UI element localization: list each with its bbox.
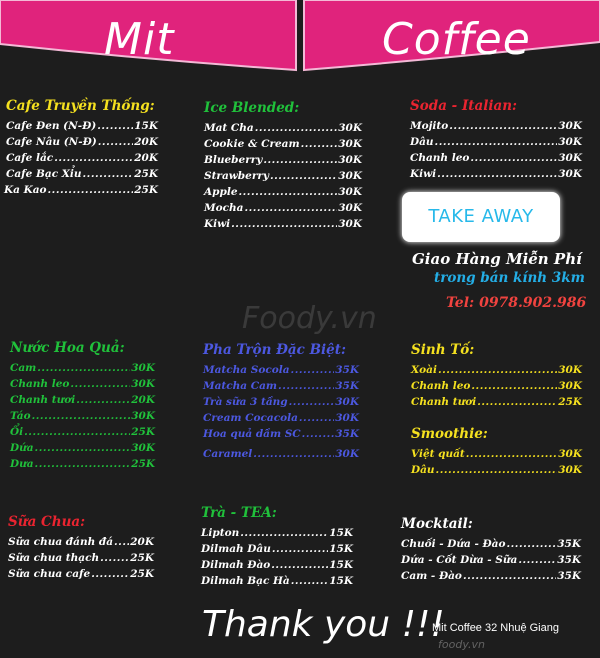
menu-item [8,550,154,566]
item-name: Mat Cha [204,122,254,134]
item-price: 30K [338,122,362,134]
item-price: 30K [558,136,582,148]
item-price: 30K [558,448,582,460]
menu-item [10,360,155,376]
item-name: Chanh leo [411,380,471,392]
section-title: Nước Hoa Quả: [10,340,125,356]
take-away-box [402,192,560,242]
menu-item [201,525,353,541]
item-name: Lipton [201,527,240,539]
item-list [410,118,582,182]
item-name: Sữa chua cafe [8,568,91,580]
section-title: Cafe Truyền Thống: [6,98,155,114]
menu-item [4,182,158,198]
menu-item [6,166,158,182]
item-name: Chanh leo [410,152,470,164]
item-list [204,120,362,232]
menu-item [10,424,155,440]
item-name: Chuối - Dứa - Đào [401,538,506,550]
menu-item [8,566,154,582]
item-price: 35K [335,380,359,392]
menu-item [401,568,581,584]
item-name: Matcha Socola [203,364,290,376]
item-name: Cafe Nâu (N-Đ) [6,136,97,148]
item-name: Matcha Cam [203,380,278,392]
section-title: Ice Blended: [204,100,300,116]
item-list [203,362,359,462]
item-name: Mocha [204,202,244,214]
menu-item [203,394,359,410]
item-name: Dilmah Đào [201,559,271,571]
section-title: Soda - Italian: [410,98,518,114]
item-price: 15K [329,559,353,571]
menu-item [204,136,362,152]
item-name: Dâu [410,136,434,148]
menu-item [410,134,582,150]
menu-item [6,150,158,166]
item-price: 30K [338,154,362,166]
section-ice-blended [204,100,362,232]
item-price: 20K [134,152,158,164]
item-price: 30K [131,378,155,390]
item-name: Blueberry [204,154,263,166]
item-name: Dilmah Dâu [201,543,271,555]
menu-item [10,440,155,456]
take-away-label: TAKE AWAY [428,206,534,227]
item-name: Chanh leo [10,378,70,390]
item-name: Dilmah Bạc Hà [201,575,290,587]
menu-item [411,362,582,378]
item-name: Dưa [10,458,34,470]
item-price: 20K [130,536,154,548]
menu-item [201,573,353,589]
item-price: 15K [329,543,353,555]
menu-item [204,120,362,136]
free-delivery-text: Giao Hàng Miễn Phí [412,250,582,268]
item-list [10,360,155,472]
section-sua-chua [8,514,154,582]
section-title: Trà - TEA: [201,505,277,521]
menu-item [411,462,582,478]
item-list [411,446,582,478]
menu-item [10,376,155,392]
section-smoothie [411,426,582,478]
section-title: Mocktail: [401,516,473,532]
item-price: 30K [131,410,155,422]
foody-watermark: Foody.vn [242,301,377,336]
item-price: 15K [329,527,353,539]
item-name: Sữa chua thạch [8,552,100,564]
item-price: 30K [338,138,362,150]
menu-item [410,118,582,134]
item-price: 30K [338,170,362,182]
item-price: 30K [335,412,359,424]
section-title: Pha Trộn Đặc Biệt: [203,342,346,358]
menu-item [10,408,155,424]
item-price: 30K [338,186,362,198]
item-price: 30K [338,218,362,230]
item-name: Táo [10,410,31,422]
menu-item [204,216,362,232]
item-name: Kiwi [410,168,437,180]
item-name: Việt quất [411,448,465,460]
item-price: 30K [335,448,359,460]
item-name: Chanh tươi [411,396,477,408]
item-name: Cookie & Cream [204,138,300,150]
menu-item [201,541,353,557]
menu-item [204,168,362,184]
section-title: Smoothie: [411,426,488,442]
item-name: Cam [10,362,37,374]
item-name: Cafe lắc [6,152,54,164]
item-name: Ổi [10,426,24,438]
menu-item [203,362,359,378]
menu-item [203,410,359,426]
menu-item [10,456,155,472]
item-name: Trà sữa 3 tầng [203,396,288,408]
item-price: 20K [134,136,158,148]
brand-title-right: Coffee [382,14,531,65]
item-price: 15K [134,120,158,132]
menu-item [8,534,154,550]
menu-item [410,166,582,182]
item-list [8,534,154,582]
item-price: 30K [558,380,582,392]
item-price: 25K [130,568,154,580]
item-price: 35K [557,570,581,582]
shop-caption: Mit Coffee 32 Nhuệ Giang [432,622,559,634]
item-price: 30K [558,364,582,376]
item-price: 30K [335,396,359,408]
menu-item [401,552,581,568]
item-name: Chanh tươi [10,394,76,406]
item-list [6,118,158,198]
thank-you-text: Thank you !!! [202,604,445,645]
section-soda [410,98,582,182]
delivery-radius-text: trong bán kính 3km [434,270,585,286]
section-tra [201,505,353,589]
item-name: Cream Cocacola [203,412,298,424]
item-price: 30K [131,442,155,454]
menu-item [6,118,158,134]
menu-item [411,394,582,410]
item-price: 35K [557,538,581,550]
menu-item [401,536,581,552]
item-name: Cafe Bạc Xỉu [6,168,82,180]
item-price: 35K [335,364,359,376]
section-cafe [6,98,158,198]
item-price: 30K [558,464,582,476]
item-price: 25K [131,426,155,438]
item-price: 35K [557,554,581,566]
menu-item [203,446,359,462]
item-list [411,362,582,410]
brand-title-left: Mit [104,14,175,65]
item-name: Cam - Đào [401,570,462,582]
section-sinh-to [411,342,582,410]
item-name: Strawberry [204,170,269,182]
item-price: 30K [131,362,155,374]
menu-item [10,392,155,408]
item-name: Xoài [411,364,437,376]
section-title: Sữa Chua: [8,514,86,530]
item-name: Hoa quả dầm SC [203,428,301,440]
item-name: Kiwi [204,218,231,230]
item-price: 30K [558,120,582,132]
item-name: Dâu [411,464,435,476]
section-mocktail [401,516,581,584]
section-nuoc-hoa-qua [10,340,155,472]
menu-item [204,184,362,200]
item-name: Mojito [410,120,449,132]
item-name: Ka Kao [4,184,47,196]
menu-item [410,150,582,166]
menu-item [204,200,362,216]
item-name: Cafe Đen (N-Đ) [6,120,97,132]
item-price: 30K [338,202,362,214]
menu-item [203,378,359,394]
menu-item [204,152,362,168]
item-name: Sữa chua đánh đá [8,536,114,548]
item-name: Dứa - Cốt Dừa - Sữa [401,554,518,566]
menu-item [201,557,353,573]
item-price: 20K [131,394,155,406]
item-price: 25K [558,396,582,408]
item-price: 25K [134,184,158,196]
item-name: Dứa [10,442,34,454]
phone-number: Tel: 0978.902.986 [446,295,587,311]
item-price: 25K [130,552,154,564]
item-price: 35K [335,428,359,440]
item-price: 30K [558,152,582,164]
item-price: 25K [131,458,155,470]
item-list [201,525,353,589]
item-price: 25K [134,168,158,180]
item-price: 30K [558,168,582,180]
item-list [401,536,581,584]
item-price: 15K [329,575,353,587]
section-pha-tron [203,342,359,462]
item-name: Apple [204,186,238,198]
menu-item [6,134,158,150]
foody-corner-watermark: foody.vn [438,638,485,651]
section-title: Sinh Tố: [411,342,475,358]
menu-item [411,378,582,394]
item-name: Caramel [203,448,253,460]
menu-item [411,446,582,462]
menu-item [203,426,359,442]
